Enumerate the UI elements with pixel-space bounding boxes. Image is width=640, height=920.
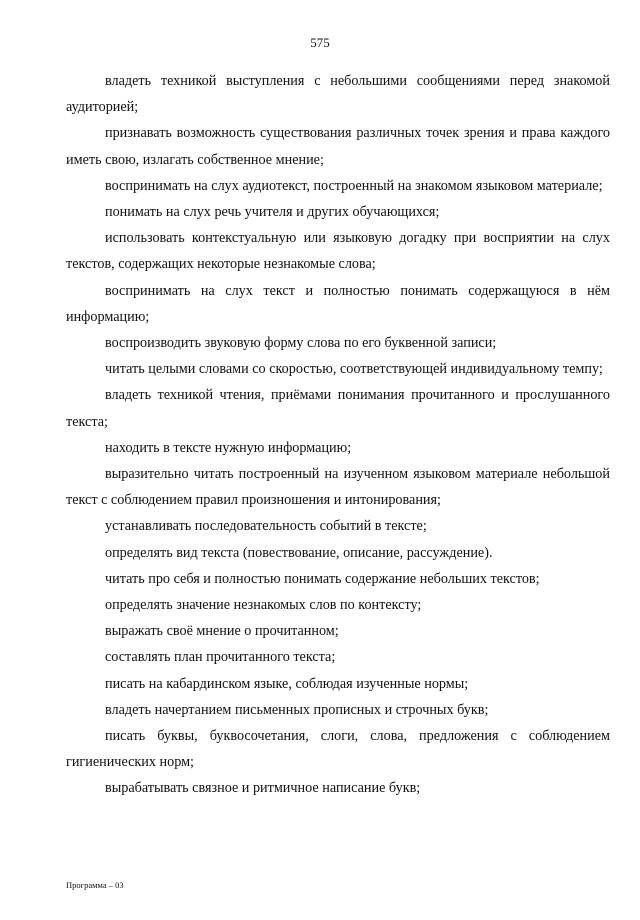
- paragraph: составлять план прочитанного текста;: [105, 649, 336, 666]
- paragraph: вырабатывать связное и ритмичное написание букв;: [105, 780, 421, 797]
- paragraph: определять значение незнакомых слов по контексту;: [105, 597, 422, 614]
- paragraph: выразительно читать построенный на изученном языковом материале небольшой текст с соблюдением правил произношения и интонирования;: [66, 466, 610, 509]
- paragraph: читать целыми словами со скоростью, соответствующей индивидуальному темпу;: [105, 361, 603, 378]
- paragraph: писать на кабардинском языке, соблюдая изученные нормы;: [105, 675, 469, 692]
- footer-program-label: Программа – 03: [66, 880, 124, 890]
- paragraph: владеть техникой выступления с небольшими сообщениями перед знакомой аудиторией;: [66, 73, 610, 116]
- paragraph: владеть техникой чтения, приёмами понимания прочитанного и прослушанного текста;: [66, 387, 610, 430]
- paragraph: читать про себя и полностью понимать содержание небольших текстов;: [105, 570, 540, 587]
- page-number: 575: [310, 35, 330, 50]
- paragraph: устанавливать последовательность событий в тексте;: [105, 518, 427, 535]
- document-body: [66, 68, 610, 802]
- paragraph: владеть начертанием письменных прописных и строчных букв;: [105, 701, 489, 718]
- paragraph: находить в тексте нужную информацию;: [105, 439, 352, 456]
- paragraph: писать буквы, буквосочетания, слоги, слова, предложения с соблюдением гигиенических норм;: [66, 728, 610, 771]
- paragraph: воспроизводить звуковую форму слова по его буквенной записи;: [105, 335, 497, 352]
- paragraph: определять вид текста (повествование, описание, рассуждение).: [105, 544, 493, 561]
- paragraph: понимать на слух речь учителя и других обучающихся;: [105, 204, 440, 221]
- paragraph: выражать своё мнение о прочитанном;: [105, 623, 339, 640]
- paragraph: воспринимать на слух текст и полностью понимать содержащуюся в нём информацию;: [66, 282, 610, 325]
- paragraph: использовать контекстуальную или языковую догадку при восприятии на слух текстов, содержащих некоторые незнакомые слова;: [66, 230, 610, 273]
- paragraph: признавать возможность существования различных точек зрения и права каждого иметь свою, излагать собственное мнение;: [66, 125, 610, 168]
- paragraph: воспринимать на слух аудиотекст, построенный на знакомом языковом материале;: [105, 177, 603, 194]
